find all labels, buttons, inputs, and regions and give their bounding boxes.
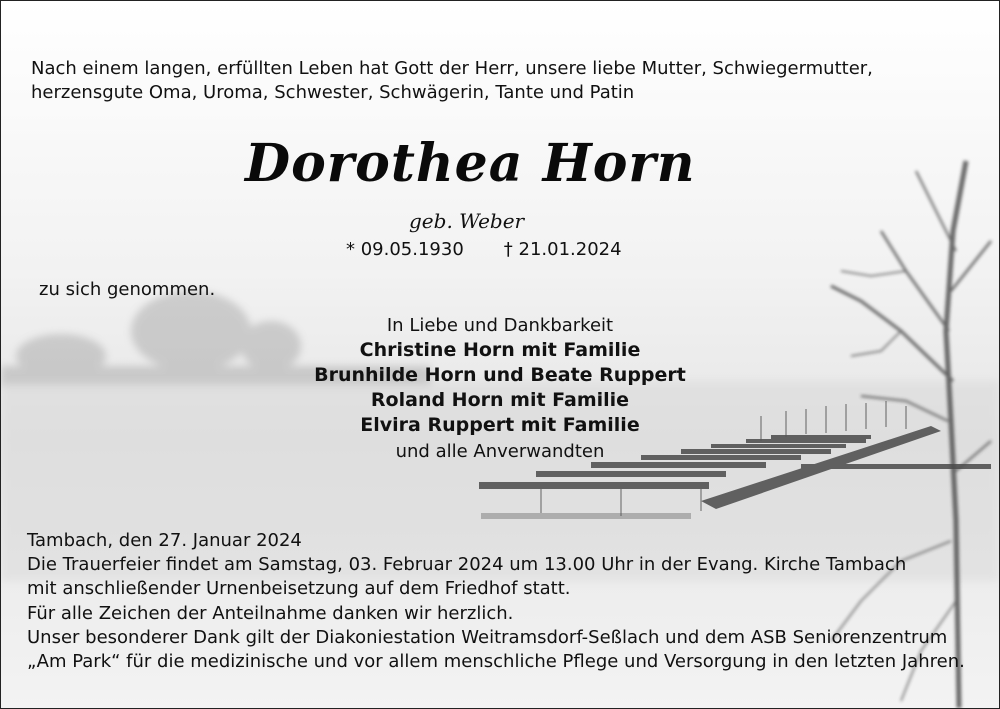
birth-date: * 09.05.1930 xyxy=(346,239,464,260)
maiden-name: geb. Weber xyxy=(409,209,525,233)
death-date: † 21.01.2024 xyxy=(503,239,622,260)
family-name: Elvira Ruppert mit Familie xyxy=(360,414,640,436)
footer-line: Unser besonderer Dank gilt der Diakoniestation Weitramsdorf-Seßlach und dem ASB Seniorenzentrum xyxy=(27,626,948,648)
footer-line: mit anschließender Urnenbeisetzung auf dem Friedhof statt. xyxy=(27,578,571,600)
footer-line: Für alle Zeichen der Anteilnahme danken wir herzlich. xyxy=(27,602,514,624)
family-name: Brunhilde Horn und Beate Ruppert xyxy=(314,364,686,386)
taken-text: zu sich genommen. xyxy=(39,279,216,300)
life-dates xyxy=(346,239,622,260)
place-date: Tambach, den 27. Januar 2024 xyxy=(27,530,302,551)
deceased-name: Dorothea Horn xyxy=(245,133,696,194)
footer-line: „Am Park“ für die medizinische und vor allem menschliche Pflege und Versorgung in den letzten Jahren. xyxy=(27,651,965,673)
intro-text xyxy=(31,57,873,105)
family-name: Roland Horn mit Familie xyxy=(370,389,630,411)
footer-line: Die Trauerfeier findet am Samstag, 03. Februar 2024 um 13.00 Uhr in der Evang. Kirche Tambach xyxy=(27,554,907,576)
signoff-intro: In Liebe und Dankbarkeit xyxy=(386,315,614,336)
family-name: Christine Horn mit Familie xyxy=(359,339,641,361)
footer-text xyxy=(27,529,965,674)
intro-line-2: herzensgute Oma, Uroma, Schwester, Schwägerin, Tante und Patin xyxy=(31,82,635,103)
intro-line-1: Nach einem langen, erfüllten Leben hat Gott der Herr, unsere liebe Mutter, Schwiegermutter, xyxy=(31,58,873,79)
relatives-text: und alle Anverwandten xyxy=(395,441,605,462)
